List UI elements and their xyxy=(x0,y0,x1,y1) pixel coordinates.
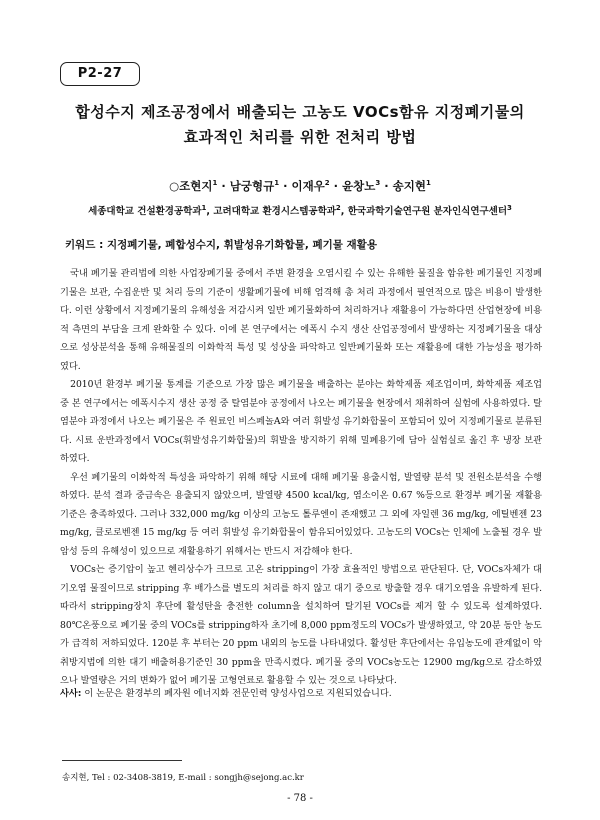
paper-title-line1: 합성수지 제조공정에서 배출되는 고농도 VOCs함유 지정폐기물의 xyxy=(75,103,525,121)
keywords xyxy=(65,237,545,252)
author-separator: · xyxy=(329,179,343,193)
acknowledgement xyxy=(60,686,542,702)
paragraph: VOCs는 증기압이 높고 헨리상수가 크므로 고온 stripping이 가장 효율적인 방법으로 판단된다. 단, VOCs자체가 대기오염 물질이므로 stripping 후 배가스를 별도의 처리를 하지 않고 대기 중으로 방출할 경우 대기오염을 유발하게 된다. 따라서 stripping장치 후단에 활성탄을 충전한 column을 설치하여 탈기된 VOCs를 제거 할 수 있도록 설계하였다. 80℃온풍으로 폐기물 중의 VOCs를 stripping하자 초기에 8,000 ppm정도의 VOCs가 발생하였고, 약 20분 동안 농도가 급격히 저하되었다. 120분 후 부터는 20 ppm 내외의 농도를 나타내었다. 활성탄 후단에서는 유입농도에 관계없이 악취방지법에 의한 대기 배출허용기준인 30 ppm을 만족시켰다. 폐기물 중의 VOCs농도는 12900 mg/kg으로 감소하였으나 발열량은 거의 변화가 없어 폐기물 고형연료로 활용할 수 있는 것으로 나타났다. xyxy=(60,564,542,686)
acknowledgement-label: 사사: xyxy=(60,688,82,699)
paragraph: 우선 폐기물의 이화학적 특성을 파악하기 위해 해당 시료에 대해 폐기물 용출시험, 발열량 분석 및 전원소분석을 수행하였다. 분석 결과 중금속은 용출되지 않았으며, 발열량 4500 kcal/kg, 염소이온 0.67 %등으로 환경부 폐기물 재활용 기준은 충족하였다. 그러나 332,000 mg/kg 이상의 고농도 톨루엔이 존재했고 그 외에 자일렌 36 mg/kg, 에틸벤젠 23 mg/kg, 클로로벤젠 15 mg/kg 등 여러 휘발성 유기화합물이 함유되어있었다. 고농도의 VOCs는 인체에 노출될 경우 발암성 등의 유해성이 있으므로 재활용하기 위해서는 반드시 저감해야 한다. xyxy=(60,471,542,557)
author-affiliation-mark: 1 xyxy=(425,179,431,188)
corresponding-contact: 송지현, Tel : 02-3408-3819, E-mail : songjh@sejong.ac.kr xyxy=(62,773,304,783)
paragraph: 2010년 환경부 폐기물 통계를 기준으로 가장 많은 폐기물을 배출하는 분야는 화학제품 제조업이며, 화학제품 제조업 중 본 연구에서는 에폭시수지 생산 공정 중 탈염분야 공정에서 나오는 폐기물을 현장에서 채취하여 실험에 사용하였다. 탈염분야 과정에서 나오는 폐기물은 주 원료인 비스페놀A와 여러 휘발성 유기화합물이 포함되어 있어 지정폐기물로 분류된다. 시료 운반과정에서 VOCs(휘발성유기화합물)의 휘발을 방지하기 위해 밀폐용기에 담아 실험실로 옮긴 후 냉장 보관하였다. xyxy=(60,379,542,464)
affiliation-name: 고려대학교 환경시스템공학과 xyxy=(213,206,336,217)
affiliation-name: 세종대학교 건설환경공학과 xyxy=(88,206,202,217)
affiliation-list xyxy=(40,203,560,217)
affiliation-mark: 3 xyxy=(507,203,512,212)
affiliation-separator: , xyxy=(206,206,214,217)
session-code-badge: P2-27 xyxy=(60,62,140,86)
footnote-divider xyxy=(62,760,182,761)
author-name: 남궁형규 xyxy=(229,179,275,193)
author-affiliation-mark: 1 xyxy=(212,179,218,188)
author-affiliation-mark: 2 xyxy=(324,179,330,188)
abstract-body xyxy=(60,265,542,691)
author-separator: · xyxy=(380,179,393,193)
author-separator: · xyxy=(279,179,292,193)
affiliation-name: 한국과학기술연구원 분자인식연구센터 xyxy=(347,206,508,217)
author-affiliation-mark: 1 xyxy=(274,179,280,188)
author-name: ○조현지 xyxy=(169,179,213,193)
author-separator: · xyxy=(217,179,230,193)
paper-title-line2: 효과적인 처리를 위한 전처리 방법 xyxy=(183,128,417,146)
affiliation-mark: 2 xyxy=(335,203,341,212)
affiliation-separator: , xyxy=(340,206,348,217)
keywords-text: 지정폐기물, 폐합성수지, 휘발성유기화합물, 폐기물 재활용 xyxy=(106,239,377,251)
author-list xyxy=(40,178,560,194)
author-name: 이재우 xyxy=(291,179,325,193)
page-number: - 78 - xyxy=(287,793,313,804)
author-name: 윤창노 xyxy=(342,179,376,193)
author-affiliation-mark: 3 xyxy=(375,179,381,188)
author-name: 송지현 xyxy=(392,179,426,193)
acknowledgement-text: 이 논문은 환경부의 폐자원 에너지화 전문인력 양성사업으로 지원되었습니다. xyxy=(84,688,392,699)
keywords-label: 키워드 : xyxy=(65,239,104,251)
paragraph: 국내 폐기물 관리법에 의한 사업장폐기물 중에서 주변 환경을 오염시킬 수 있는 유해한 물질을 함유한 폐기물인 지정폐기물은 보관, 수집운반 및 처리 등의 기준이 생활폐기물에 비해 엄격해 총 처리 과정에서 필연적으로 많은 비용이 발생한다. 이런 상황에서 지정폐기물의 유해성을 저감시켜 일반 폐기물화하여 처리하거나 재활용이 가능하다면 산업현장에 비용적 측면의 부담을 크게 완화할 수 있다. 이에 본 연구에서는 에폭시 수지 생산 산업공정에서 발생하는 지정폐기물을 대상으로 성상분석을 통해 유해물질의 이화학적 특성 및 성상을 파악하고 일반폐기물화 또는 재활용에 대한 가능성을 평가하였다. xyxy=(60,268,542,372)
affiliation-mark: 1 xyxy=(201,203,207,212)
